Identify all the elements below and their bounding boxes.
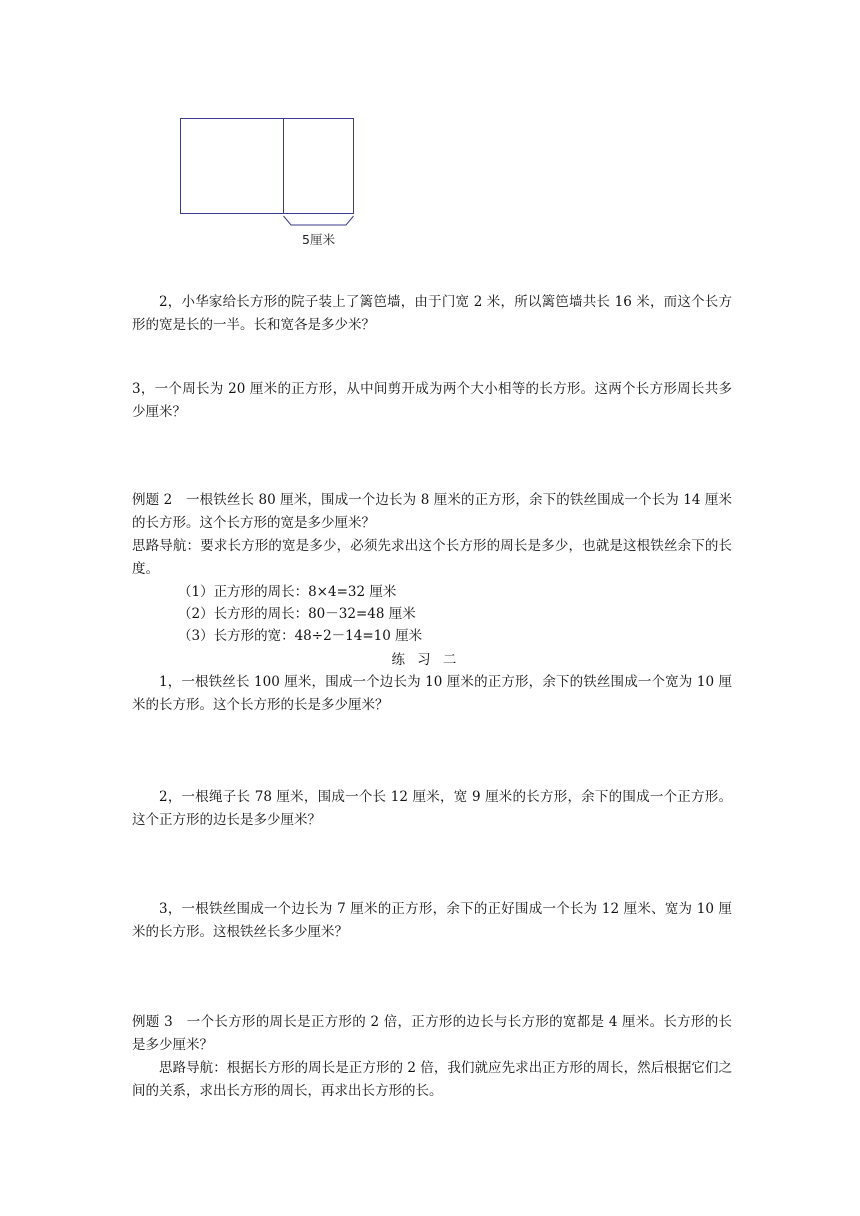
example2-step-2: （2）长方形的周长：80－32=48 厘米: [178, 606, 416, 622]
practice2-question-1: 1，一根铁丝长 100 厘米，围成一个边长为 10 厘米的正方形，余下的铁丝围成一个宽为 10 厘米的长方形。这个长方形的长是多少厘米？: [132, 674, 732, 713]
example2-step-3: （3）长方形的宽：48÷2－14=10 厘米: [178, 628, 423, 644]
outer-rectangle: [181, 119, 354, 214]
example2-problem: 例题 2 一根铁丝长 80 厘米，围成一个边长为 8 厘米的正方形，余下的铁丝围成一个长为 14 厘米的长方形。这个长方形的宽是多少厘米？: [132, 492, 732, 531]
example3-guide: 思路导航：根据长方形的周长是正方形的 2 倍，我们就应先求出正方形的周长，然后根据它们之间的关系，求出长方形的周长，再求出长方形的长。: [132, 1060, 732, 1099]
width-brace: [284, 216, 354, 225]
practice2-question-2: 2，一根绳子长 78 厘米，围成一个长 12 厘米，宽 9 厘米的长方形，余下的围成一个正方形。这个正方形的边长是多少厘米？: [132, 789, 732, 828]
practice2-heading: 练习二: [391, 652, 469, 668]
rectangle-figure: [176, 114, 360, 250]
width-label: 5厘米: [302, 232, 335, 247]
example3-problem: 例题 3 一个长方形的周长是正方形的 2 倍，正方形的边长与长方形的宽都是 4 厘米。长方形的长是多少厘米？: [132, 1014, 732, 1053]
practice1-question-2: 2，小华家给长方形的院子装上了篱笆墙，由于门宽 2 米，所以篱笆墙共长 16 米，而这个长方形的宽是长的一半。长和宽各是多少米？: [132, 294, 732, 333]
example2-step-1: （1）正方形的周长：8×4=32 厘米: [178, 584, 397, 600]
practice2-question-3: 3，一根铁丝围成一个边长为 7 厘米的正方形，余下的正好围成一个长为 12 厘米、宽为 10 厘米的长方形。这根铁丝长多少厘米？: [132, 901, 732, 940]
example2-guide: 思路导航：要求长方形的宽是多少，必须先求出这个长方形的周长是多少，也就是这根铁丝余下的长度。: [132, 538, 732, 577]
practice1-question-3: 3，一个周长为 20 厘米的正方形，从中间剪开成为两个大小相等的长方形。这两个长方形周长共多少厘米？: [132, 381, 732, 420]
